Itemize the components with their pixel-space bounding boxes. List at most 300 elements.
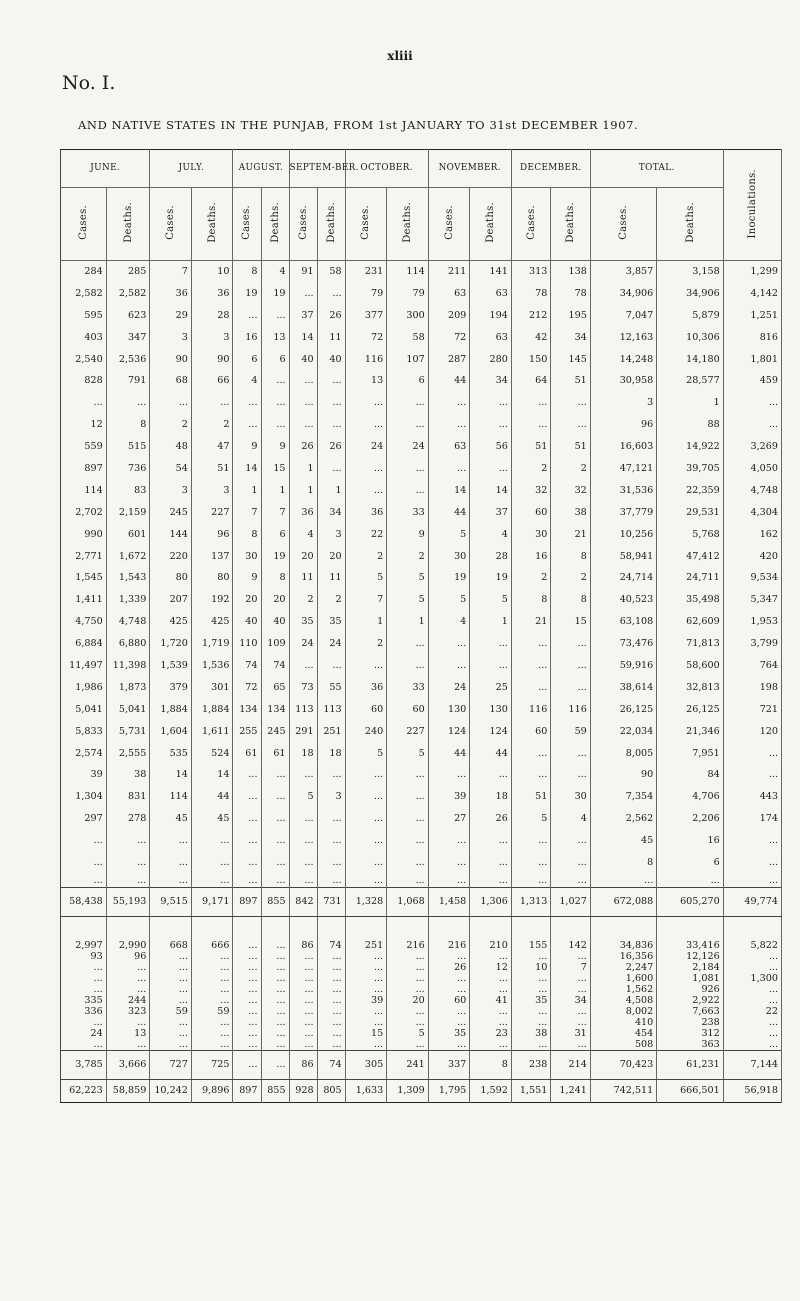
table-cell: 45 bbox=[191, 808, 233, 830]
table-cell: 38 bbox=[551, 501, 590, 523]
table-row bbox=[61, 764, 782, 786]
cell-line: ... bbox=[304, 950, 314, 962]
cell-line: ... bbox=[415, 983, 425, 995]
table-cell: 60 bbox=[511, 720, 550, 742]
deaths-header bbox=[657, 188, 723, 261]
cases-header bbox=[590, 188, 656, 261]
table-cell: 459 bbox=[723, 370, 781, 392]
table-cell: 19 bbox=[233, 282, 261, 304]
table-cell: 22,359 bbox=[657, 479, 723, 501]
table-cell: 44 bbox=[428, 501, 470, 523]
table-cell: ... bbox=[345, 392, 387, 414]
table-cell: 5 bbox=[387, 567, 429, 589]
table-cell: ... bbox=[428, 873, 470, 887]
table-cell: 2,555 bbox=[106, 742, 150, 764]
table-cell: 559 bbox=[61, 436, 107, 458]
table-cell: 24 bbox=[428, 676, 470, 698]
table-cell: 70,423 bbox=[590, 1050, 656, 1079]
table-cell: 36 bbox=[191, 282, 233, 304]
deaths-label: Deaths. bbox=[485, 202, 497, 243]
table-cell: 19 bbox=[470, 567, 512, 589]
spacer-row bbox=[61, 916, 782, 937]
table-cell: ... bbox=[191, 830, 233, 852]
table-cell: 6,884 bbox=[61, 633, 107, 655]
table-cell: 78 bbox=[511, 282, 550, 304]
cell-line: ... bbox=[415, 1016, 425, 1028]
table-cell: 241 bbox=[387, 1050, 429, 1079]
table-cell: 284 bbox=[61, 261, 107, 283]
table-row bbox=[61, 326, 782, 348]
table-cell: ... bbox=[511, 633, 550, 655]
table-cell: 227 bbox=[387, 720, 429, 742]
table-cell: 2 bbox=[551, 567, 590, 589]
cell-line: ... bbox=[304, 961, 314, 973]
table-cell: 34 bbox=[317, 501, 345, 523]
table-cell: 11 bbox=[289, 567, 317, 589]
cell-line: 34 bbox=[574, 994, 587, 1006]
table-cell: 59 bbox=[551, 720, 590, 742]
cell-line: ... bbox=[248, 961, 258, 973]
table-cell: 144 bbox=[150, 523, 192, 545]
table-cell: ... bbox=[345, 786, 387, 808]
cell-line: ... bbox=[577, 1005, 587, 1017]
table-cell: 63,108 bbox=[590, 611, 656, 633]
cell-line: 2,184 bbox=[692, 961, 720, 973]
cell-line: ... bbox=[276, 1016, 286, 1028]
deaths-label: Deaths. bbox=[684, 202, 696, 243]
table-cell: 37 bbox=[289, 304, 317, 326]
table-cell: 4 bbox=[428, 611, 470, 633]
table-row bbox=[61, 742, 782, 764]
cell-line: 41 bbox=[495, 994, 508, 1006]
table-cell: ... bbox=[470, 873, 512, 887]
table-cell: ... bbox=[150, 392, 192, 414]
table-row bbox=[61, 589, 782, 611]
table-cell bbox=[723, 916, 781, 937]
table-cell: ... bbox=[551, 830, 590, 852]
table-cell: 805 bbox=[317, 1079, 345, 1102]
cell-line: 244 bbox=[128, 994, 147, 1006]
cell-line: ... bbox=[178, 994, 188, 1006]
table-cell: 5 bbox=[428, 589, 470, 611]
table-row bbox=[61, 698, 782, 720]
table-cell: 1,458 bbox=[428, 887, 470, 916]
table-cell: 63 bbox=[428, 436, 470, 458]
table-cell: ... bbox=[470, 392, 512, 414]
table-cell: 24,711 bbox=[657, 567, 723, 589]
table-cell: 40 bbox=[317, 348, 345, 370]
table-cell: 2,582 bbox=[106, 282, 150, 304]
table-cell bbox=[289, 937, 317, 1051]
table-cell: 301 bbox=[191, 676, 233, 698]
table-cell: ... bbox=[317, 282, 345, 304]
cell-line: 22 bbox=[765, 1005, 778, 1017]
table-cell: ... bbox=[289, 414, 317, 436]
table-cell: 2,540 bbox=[61, 348, 107, 370]
table-cell: 116 bbox=[551, 698, 590, 720]
month-header: NOVEMBER. bbox=[428, 150, 511, 188]
table-cell: 816 bbox=[723, 326, 781, 348]
cell-line: 363 bbox=[701, 1038, 720, 1050]
month-header: SEPTEM-BER. bbox=[289, 150, 345, 188]
table-cell: 828 bbox=[61, 370, 107, 392]
cases-header bbox=[233, 188, 261, 261]
table-cell: 524 bbox=[191, 742, 233, 764]
table-cell: 3 bbox=[191, 326, 233, 348]
table-cell: 725 bbox=[191, 1050, 233, 1079]
deaths-label: Deaths. bbox=[565, 202, 577, 243]
cases-label: Cases. bbox=[241, 205, 253, 240]
table-cell: ... bbox=[233, 764, 261, 786]
cell-line: ... bbox=[498, 972, 508, 984]
cases-header bbox=[61, 188, 107, 261]
cell-line: ... bbox=[93, 961, 103, 973]
table-cell: 58 bbox=[387, 326, 429, 348]
table-cell: ... bbox=[723, 414, 781, 436]
cell-line: 5 bbox=[418, 1027, 425, 1039]
table-cell: ... bbox=[345, 414, 387, 436]
table-cell: ... bbox=[150, 873, 192, 887]
table-cell: ... bbox=[261, 808, 289, 830]
table-cell bbox=[551, 916, 590, 937]
table-cell: ... bbox=[289, 392, 317, 414]
table-cell bbox=[470, 916, 512, 937]
table-cell: 897 bbox=[233, 1079, 261, 1102]
table-cell: 1,536 bbox=[191, 655, 233, 677]
table-cell: 3,158 bbox=[657, 261, 723, 283]
table-cell: 51 bbox=[511, 436, 550, 458]
table-cell: 37 bbox=[470, 501, 512, 523]
table-cell: ... bbox=[511, 873, 550, 887]
table-cell: 285 bbox=[106, 261, 150, 283]
table-cell: 731 bbox=[317, 887, 345, 916]
table-body-lower bbox=[61, 916, 782, 1102]
month-header: TOTAL. bbox=[590, 150, 723, 188]
table-row-block bbox=[61, 937, 782, 1051]
table-cell: 5,041 bbox=[61, 698, 107, 720]
table-cell: 4,706 bbox=[657, 786, 723, 808]
table-cell: 1,411 bbox=[61, 589, 107, 611]
table-cell bbox=[150, 916, 192, 937]
table-cell: 2 bbox=[150, 414, 192, 436]
table-cell: 3 bbox=[590, 392, 656, 414]
table-cell: 61 bbox=[233, 742, 261, 764]
table-cell: 6,880 bbox=[106, 633, 150, 655]
table-cell: 49,774 bbox=[723, 887, 781, 916]
table-cell: ... bbox=[289, 808, 317, 830]
table-cell: 45 bbox=[150, 808, 192, 830]
cell-line: ... bbox=[248, 983, 258, 995]
table-cell bbox=[657, 937, 723, 1051]
table-cell: 34,906 bbox=[590, 282, 656, 304]
table-cell: 86 bbox=[289, 1050, 317, 1079]
table-cell: 62,223 bbox=[61, 1079, 107, 1102]
deaths-header bbox=[106, 188, 150, 261]
table-cell: 3,799 bbox=[723, 633, 781, 655]
table-cell: 47,121 bbox=[590, 458, 656, 480]
table-cell: ... bbox=[289, 830, 317, 852]
table-cell: 61,231 bbox=[657, 1050, 723, 1079]
table-row bbox=[61, 304, 782, 326]
cell-line: ... bbox=[248, 1027, 258, 1039]
table-cell: 192 bbox=[191, 589, 233, 611]
table-cell: 51 bbox=[551, 436, 590, 458]
table-cell: ... bbox=[261, 786, 289, 808]
table-cell: 63 bbox=[470, 282, 512, 304]
cell-line: ... bbox=[457, 972, 467, 984]
cell-line: ... bbox=[538, 972, 548, 984]
table-cell: 30 bbox=[428, 545, 470, 567]
cell-line: 454 bbox=[634, 1027, 654, 1039]
cell-line: ... bbox=[538, 1038, 548, 1050]
table-cell: 34 bbox=[551, 326, 590, 348]
table-cell: ... bbox=[233, 852, 261, 874]
inoculations-header bbox=[723, 150, 781, 261]
table-row bbox=[61, 676, 782, 698]
table-cell: ... bbox=[428, 414, 470, 436]
table-cell bbox=[590, 937, 656, 1051]
cell-line: 74 bbox=[329, 939, 342, 951]
table-row bbox=[61, 852, 782, 874]
table-cell: 1,672 bbox=[106, 545, 150, 567]
table-cell: 27 bbox=[428, 808, 470, 830]
table-cell: 35 bbox=[317, 611, 345, 633]
table-cell: 727 bbox=[150, 1050, 192, 1079]
table-cell bbox=[233, 916, 261, 937]
cell-line: 60 bbox=[454, 994, 467, 1006]
table-cell: 5 bbox=[428, 523, 470, 545]
cell-line: ... bbox=[374, 961, 384, 973]
cell-line: 410 bbox=[634, 1016, 654, 1028]
table-cell: 113 bbox=[289, 698, 317, 720]
table-cell: 32,813 bbox=[657, 676, 723, 698]
table-cell: ... bbox=[387, 458, 429, 480]
table-cell: 198 bbox=[723, 676, 781, 698]
table-cell: 8 bbox=[470, 1050, 512, 1079]
table-cell: 18 bbox=[317, 742, 345, 764]
table-cell bbox=[387, 937, 429, 1051]
cell-line: ... bbox=[178, 1016, 188, 1028]
table-cell: 764 bbox=[723, 655, 781, 677]
table-cell: 1 bbox=[261, 479, 289, 501]
table-cell: ... bbox=[317, 414, 345, 436]
table-cell: 8 bbox=[551, 545, 590, 567]
table-cell: 1,795 bbox=[428, 1079, 470, 1102]
table-cell: 109 bbox=[261, 633, 289, 655]
cell-line: ... bbox=[178, 950, 188, 962]
table-cell: ... bbox=[233, 873, 261, 887]
subtotal-row bbox=[61, 1050, 782, 1079]
table-cell: 8,005 bbox=[590, 742, 656, 764]
table-cell: 231 bbox=[345, 261, 387, 283]
table-cell bbox=[106, 916, 150, 937]
cell-line: ... bbox=[304, 972, 314, 984]
table-row bbox=[61, 611, 782, 633]
cell-line: 96 bbox=[134, 950, 147, 962]
table-cell: 113 bbox=[317, 698, 345, 720]
cell-line: ... bbox=[332, 1005, 342, 1017]
table-cell: ... bbox=[387, 633, 429, 655]
table-cell bbox=[106, 937, 150, 1051]
cell-line: ... bbox=[538, 1016, 548, 1028]
cell-line: ... bbox=[332, 961, 342, 973]
table-cell: ... bbox=[723, 764, 781, 786]
table-cell: 16 bbox=[233, 326, 261, 348]
cell-line: ... bbox=[577, 983, 587, 995]
table-cell: ... bbox=[723, 873, 781, 887]
table-cell: ... bbox=[387, 830, 429, 852]
table-cell: 26 bbox=[317, 304, 345, 326]
cell-line: 2,990 bbox=[118, 939, 147, 951]
table-cell: 60 bbox=[511, 501, 550, 523]
table-cell: 379 bbox=[150, 676, 192, 698]
deaths-header bbox=[191, 188, 233, 261]
month-header: JUNE. bbox=[61, 150, 150, 188]
table-cell: 30 bbox=[511, 523, 550, 545]
table-cell: 31,536 bbox=[590, 479, 656, 501]
table-cell: 141 bbox=[470, 261, 512, 283]
table-cell: 7 bbox=[233, 501, 261, 523]
table-cell bbox=[191, 916, 233, 937]
cell-line: 251 bbox=[364, 939, 384, 951]
table-cell: ... bbox=[317, 830, 345, 852]
table-cell: 24 bbox=[317, 633, 345, 655]
table-cell: 29 bbox=[150, 304, 192, 326]
table-cell: 20 bbox=[233, 589, 261, 611]
table-cell: 64 bbox=[511, 370, 550, 392]
table-cell: ... bbox=[387, 852, 429, 874]
cell-line: ... bbox=[93, 1038, 103, 1050]
table-cell: 11,497 bbox=[61, 655, 107, 677]
cases-label: Cases. bbox=[443, 205, 455, 240]
cell-line: 1,081 bbox=[692, 972, 720, 984]
cell-line: ... bbox=[248, 1005, 258, 1017]
table-cell: ... bbox=[470, 764, 512, 786]
table-cell: 4 bbox=[261, 261, 289, 283]
table-cell: 736 bbox=[106, 458, 150, 480]
table-cell: 47,412 bbox=[657, 545, 723, 567]
table-cell: ... bbox=[511, 392, 550, 414]
cell-line: 336 bbox=[84, 1005, 103, 1017]
table-row bbox=[61, 479, 782, 501]
table-cell: 51 bbox=[511, 786, 550, 808]
table-cell: ... bbox=[345, 655, 387, 677]
table-cell: 28 bbox=[470, 545, 512, 567]
table-cell: 28,577 bbox=[657, 370, 723, 392]
table-cell: 14 bbox=[470, 479, 512, 501]
table-cell: 38 bbox=[106, 764, 150, 786]
cell-line: ... bbox=[768, 1027, 778, 1039]
table-cell bbox=[428, 916, 470, 937]
table-cell: 6 bbox=[387, 370, 429, 392]
table-cell: ... bbox=[233, 414, 261, 436]
table-cell bbox=[317, 937, 345, 1051]
table-row bbox=[61, 436, 782, 458]
cell-line: ... bbox=[220, 1027, 230, 1039]
cell-line: 24 bbox=[90, 1027, 103, 1039]
cell-line: ... bbox=[248, 994, 258, 1006]
table-cell: 13 bbox=[345, 370, 387, 392]
table-cell: 80 bbox=[191, 567, 233, 589]
table-cell: 116 bbox=[511, 698, 550, 720]
table-cell: 63 bbox=[470, 326, 512, 348]
table-cell: 1 bbox=[289, 479, 317, 501]
table-cell: 287 bbox=[428, 348, 470, 370]
cell-line: ... bbox=[538, 1005, 548, 1017]
table-cell: 443 bbox=[723, 786, 781, 808]
cell-line: ... bbox=[178, 1038, 188, 1050]
statistics-table bbox=[60, 149, 782, 1103]
table-cell: 8 bbox=[233, 261, 261, 283]
cell-line: ... bbox=[276, 961, 286, 973]
table-cell: 12 bbox=[61, 414, 107, 436]
table-cell: 377 bbox=[345, 304, 387, 326]
table-cell: ... bbox=[261, 873, 289, 887]
table-cell: ... bbox=[551, 414, 590, 436]
table-cell: 2,536 bbox=[106, 348, 150, 370]
table-cell: 1,884 bbox=[150, 698, 192, 720]
cell-line: 1,562 bbox=[625, 983, 654, 995]
table-cell: ... bbox=[317, 808, 345, 830]
table-cell: 1,884 bbox=[191, 698, 233, 720]
table-cell: 212 bbox=[511, 304, 550, 326]
table-cell: 34,906 bbox=[657, 282, 723, 304]
cell-line: ... bbox=[276, 972, 286, 984]
table-cell: 742,511 bbox=[590, 1079, 656, 1102]
table-cell: 535 bbox=[150, 742, 192, 764]
cell-line: 666 bbox=[211, 939, 230, 951]
table-cell: 36 bbox=[345, 676, 387, 698]
table-cell: 72 bbox=[345, 326, 387, 348]
table-cell: ... bbox=[317, 392, 345, 414]
cell-line: ... bbox=[178, 983, 188, 995]
table-cell: ... bbox=[387, 655, 429, 677]
cell-line: ... bbox=[137, 972, 147, 984]
cell-line: ... bbox=[137, 961, 147, 973]
table-cell: 14 bbox=[150, 764, 192, 786]
cell-line: 142 bbox=[568, 939, 587, 951]
table-cell: 79 bbox=[387, 282, 429, 304]
table-cell: ... bbox=[106, 852, 150, 874]
table-cell: 35,498 bbox=[657, 589, 723, 611]
table-cell: ... bbox=[387, 479, 429, 501]
table-cell bbox=[317, 916, 345, 937]
table-cell: 63 bbox=[428, 282, 470, 304]
deaths-label: Deaths. bbox=[325, 202, 337, 243]
cell-line: ... bbox=[415, 1038, 425, 1050]
table-cell: 2 bbox=[317, 589, 345, 611]
cell-line: 4,508 bbox=[625, 994, 654, 1006]
cell-line: ... bbox=[178, 1027, 188, 1039]
table-cell: ... bbox=[191, 392, 233, 414]
cell-line: 39 bbox=[370, 994, 384, 1006]
table-cell: 55,193 bbox=[106, 887, 150, 916]
table-cell: ... bbox=[289, 852, 317, 874]
table-cell: 58,859 bbox=[106, 1079, 150, 1102]
table-cell: 61 bbox=[261, 742, 289, 764]
table-cell: 227 bbox=[191, 501, 233, 523]
table-cell: ... bbox=[106, 830, 150, 852]
table-cell: 44 bbox=[191, 786, 233, 808]
table-cell: 4 bbox=[233, 370, 261, 392]
cell-line: 216 bbox=[406, 939, 425, 951]
table-cell: 5 bbox=[387, 589, 429, 611]
cell-line: ... bbox=[137, 983, 147, 995]
table-cell: 74 bbox=[317, 1050, 345, 1079]
table-cell: 2,574 bbox=[61, 742, 107, 764]
table-cell: 14 bbox=[233, 458, 261, 480]
cell-line: ... bbox=[577, 950, 587, 962]
